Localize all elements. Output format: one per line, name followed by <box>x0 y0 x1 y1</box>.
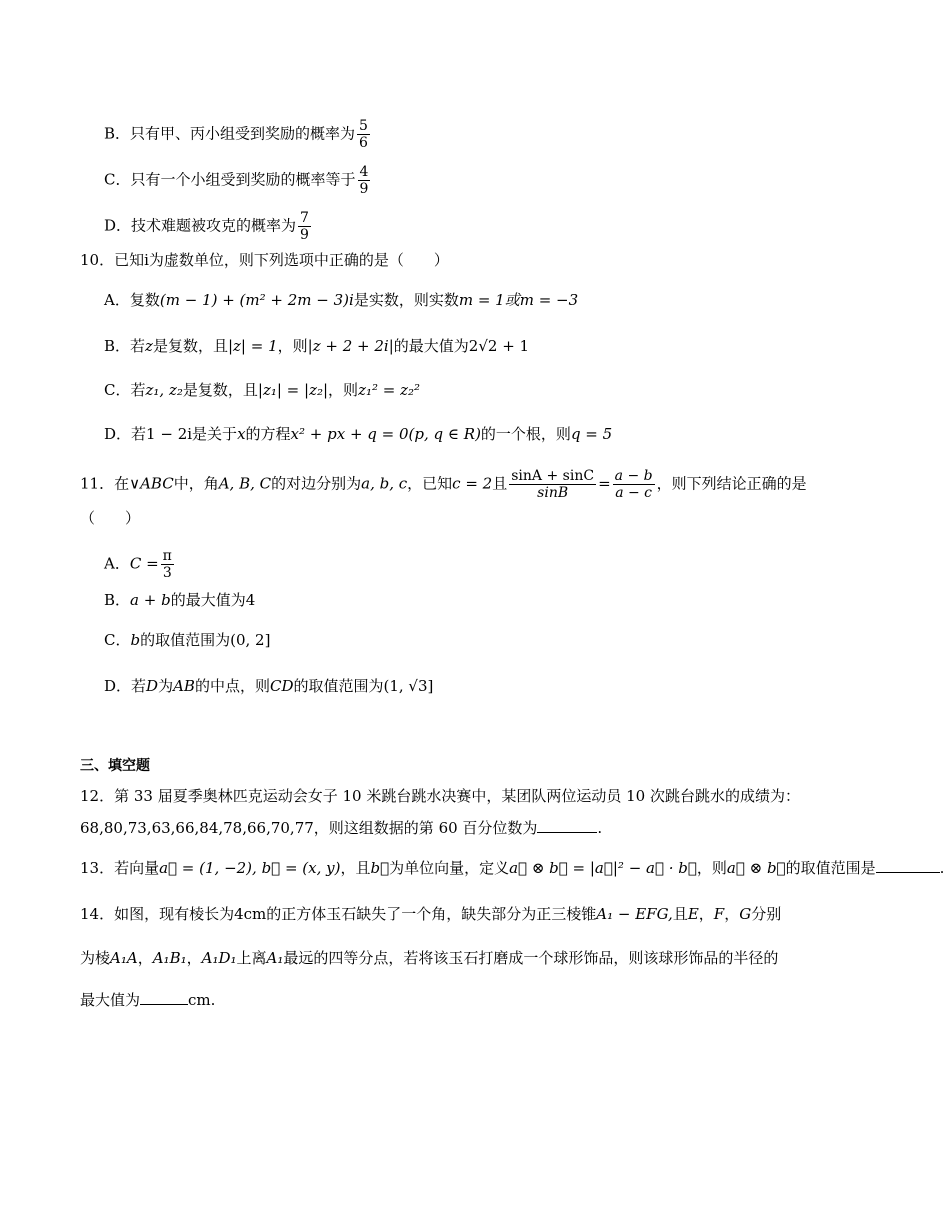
math-var: A, B, C <box>218 474 272 493</box>
math-var: A₁A <box>110 949 138 967</box>
math-expression: ∨ABC <box>129 474 174 493</box>
option-text: 是关于 <box>192 425 238 443</box>
q10-stem: 10．已知i为虚数单位，则下列选项中正确的是（ ） <box>80 251 449 269</box>
option-text: 是复数，且 <box>182 381 258 399</box>
stem-text: 最远的四等分点，若将该玉石打磨成一个球形饰品，则该球形饰品的半径的 <box>283 949 779 967</box>
math-expression: (m − 1) + (m² + 2m − 3)i <box>159 291 354 309</box>
denominator: 3 <box>162 565 172 581</box>
q12-line-2 <box>80 818 602 838</box>
math-expression: C = <box>129 554 159 573</box>
stem-text: 的取值范围是 <box>785 859 876 877</box>
q11-option-c <box>104 630 270 650</box>
numerator: 4 <box>359 164 369 180</box>
option-text: ，则 <box>328 381 359 399</box>
q9-option-d <box>104 210 313 243</box>
answer-blank[interactable] <box>876 858 940 873</box>
math-expression: |z| = 1 <box>227 337 278 355</box>
option-text: 的取值范围为 <box>293 677 384 695</box>
math-var: CD <box>269 677 294 695</box>
fraction <box>613 468 655 501</box>
q11-option-b <box>104 590 255 610</box>
option-text: 是实数，则实数 <box>353 291 459 309</box>
stem-text: 为棱 <box>80 949 111 967</box>
q10-option-b <box>104 336 529 356</box>
stem-text: ，且 <box>340 859 371 877</box>
option-text: 只有甲、丙小组受到奖励的概率为 <box>130 124 356 143</box>
stem-text: 13．若向量 <box>80 859 160 877</box>
answer-blank[interactable] <box>537 818 597 833</box>
stem-text: 的对边分别为 <box>271 474 362 493</box>
option-label: C． <box>104 170 131 189</box>
option-text: 是复数，且 <box>152 337 228 355</box>
option-text: 的取值范围为 <box>140 631 231 649</box>
math-var: z <box>145 337 153 355</box>
fraction <box>161 548 174 581</box>
option-label: C． <box>104 631 131 649</box>
section-heading: 三、填空题 <box>80 758 150 774</box>
stem-text: ，则 <box>696 859 727 877</box>
numerator: a − b <box>614 468 653 484</box>
math-var: x <box>237 425 246 443</box>
stem-text: cm. <box>188 991 216 1009</box>
math-expression: z₁² = z₂² <box>358 381 421 399</box>
option-label: B． <box>104 591 131 609</box>
q10-option-c <box>104 380 420 400</box>
option-label: B． <box>104 124 131 143</box>
fraction <box>509 468 596 501</box>
separator: ， <box>186 949 202 967</box>
separator: ， <box>724 905 740 923</box>
stem-text: 且 <box>672 905 688 923</box>
math-expression: a⃗ ⊗ b⃗ = |a⃗|² − a⃗ · b⃗ <box>509 859 697 877</box>
math-expression: 2√2 + 1 <box>468 337 530 355</box>
numerator: π <box>162 548 172 564</box>
option-text: 的方程 <box>245 425 291 443</box>
math-expression: a⃗ = (1, −2), b⃗ = (x, y) <box>159 859 341 877</box>
stem-text: 14．如图，现有棱长为 <box>80 905 235 923</box>
math-expression: |z₁| = |z₂| <box>257 381 329 399</box>
fraction <box>358 164 371 197</box>
q11-option-a <box>104 548 176 581</box>
option-text: 为 <box>158 677 174 695</box>
option-text: 复数 <box>129 291 160 309</box>
math-expression: x² + px + q = 0(p, q ∈ R) <box>290 425 481 443</box>
math-expression: 4cm <box>234 905 267 923</box>
math-var: G <box>739 905 752 923</box>
numerator: 7 <box>300 210 309 226</box>
q9-option-c <box>104 164 372 197</box>
math-var: E <box>687 905 699 923</box>
math-expression: A₁ − EFG, <box>596 905 673 923</box>
separator: ， <box>137 949 153 967</box>
math-var: AB <box>173 677 195 695</box>
stem-text: 中，角 <box>173 474 219 493</box>
math-var: A₁D₁ <box>201 949 237 967</box>
q11-paren: （ ） <box>80 509 141 527</box>
option-text: 只有一个小组受到奖励的概率等于 <box>130 170 356 189</box>
math-var: A₁B₁ <box>152 949 187 967</box>
math-expression: a + b <box>130 591 171 609</box>
q14-line-1 <box>80 904 781 924</box>
denominator: 9 <box>359 181 369 197</box>
denominator: 9 <box>300 227 309 243</box>
option-text: 的一个根，则 <box>480 425 571 443</box>
q14-line-3 <box>80 990 215 1010</box>
math-expression: a⃗ ⊗ b⃗ <box>726 859 786 877</box>
math-expression: 1 − 2i <box>146 425 193 443</box>
score-data: 68,80,73,63,66,84,78,66,70,77 <box>80 819 314 837</box>
stem-text: ，则下列结论正确的是 <box>656 474 807 493</box>
option-text: 技术难题被攻克的概率为 <box>131 216 297 235</box>
fraction <box>357 118 370 151</box>
math-expression: |z + 2 + 2i| <box>307 337 394 355</box>
q9-option-b <box>104 118 372 151</box>
stem-text: 最大值为 <box>80 991 141 1009</box>
option-label: B． <box>104 337 131 355</box>
math-var: D <box>146 677 159 695</box>
numerator: sinA + sinC <box>511 468 595 484</box>
math-expression: q = 5 <box>570 425 613 443</box>
denominator: a − c <box>615 485 653 501</box>
denominator: 6 <box>359 135 368 151</box>
stem-text: 分别 <box>751 905 782 923</box>
option-text: 的最大值为4 <box>170 591 256 609</box>
option-text: 的中点，则 <box>194 677 270 695</box>
math-expression: (1, √3] <box>383 677 434 695</box>
q14-line-2 <box>80 948 778 968</box>
option-label: D． <box>104 425 132 443</box>
answer-blank[interactable] <box>140 990 188 1005</box>
option-label: A． <box>104 554 130 573</box>
q10-option-d <box>104 424 612 444</box>
denominator: sinB <box>537 485 569 501</box>
stem-text: 且 <box>492 474 508 493</box>
math-var: F <box>713 905 725 923</box>
option-text: 若 <box>131 677 147 695</box>
math-var: b <box>130 631 141 649</box>
q13-line <box>80 858 944 878</box>
option-label: C． <box>104 381 131 399</box>
math-expression: (0, 2] <box>230 631 271 649</box>
separator: ， <box>698 905 714 923</box>
math-expression: m = 1或m = −3 <box>458 291 579 309</box>
math-var: A₁ <box>266 949 284 967</box>
option-text: 的最大值为 <box>393 337 469 355</box>
math-var: b⃗ <box>370 859 390 877</box>
option-label: D． <box>104 677 132 695</box>
q12-line-1: 12．第 33 届夏季奥林匹克运动会女子 10 米跳台跳水决赛中，某团队两位运动员 10 次跳台跳水的成绩为： <box>80 787 800 805</box>
period: . <box>939 859 944 877</box>
equals-sign: = <box>598 474 611 493</box>
option-text: 若 <box>130 337 146 355</box>
stem-text: 11．在 <box>80 474 130 493</box>
stem-text: ，则这组数据的第 60 百分位数为 <box>313 819 538 837</box>
stem-text: 为单位向量，定义 <box>389 859 510 877</box>
q11-stem <box>80 468 807 501</box>
stem-text: ，已知 <box>407 474 453 493</box>
stem-text: 上离 <box>236 949 267 967</box>
period: . <box>597 819 603 837</box>
math-var: a, b, c <box>361 474 408 493</box>
math-expression: c = 2 <box>452 474 493 493</box>
option-text: ，则 <box>277 337 308 355</box>
option-label: A． <box>104 291 130 309</box>
numerator: 5 <box>359 118 368 134</box>
option-text: 若 <box>131 425 147 443</box>
stem-text: 的正方体玉石缺失了一个角，缺失部分为正三棱锥 <box>266 905 597 923</box>
option-label: D． <box>104 216 132 235</box>
q10-option-a <box>104 290 578 310</box>
q11-option-d <box>104 676 433 696</box>
math-var: z₁, z₂ <box>145 381 183 399</box>
fraction <box>298 210 311 243</box>
option-text: 若 <box>130 381 146 399</box>
